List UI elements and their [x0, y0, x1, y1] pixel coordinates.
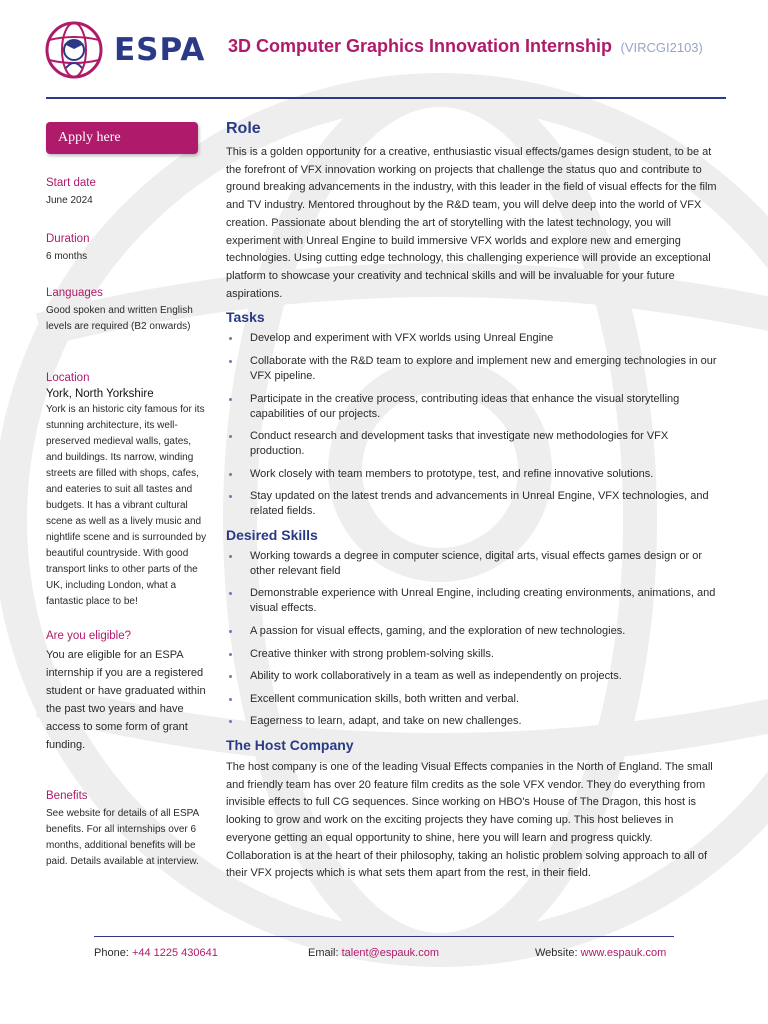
start-date-heading: Start date: [46, 177, 96, 189]
header-divider: [46, 97, 726, 99]
eligibility-heading: Are you eligible?: [46, 630, 132, 642]
website-link[interactable]: www.espauk.com: [580, 947, 667, 959]
start-date-section: [46, 177, 208, 209]
location-place: York, North Yorkshire: [46, 388, 154, 400]
duration-heading: Duration: [46, 233, 90, 245]
start-date-value: June 2024: [46, 195, 93, 206]
footer-divider: [94, 936, 674, 937]
list-item: A passion for visual effects, gaming, and the exploration of new technologies.: [226, 624, 720, 639]
languages-value: Good spoken and written English levels are required (B2 onwards): [46, 305, 193, 332]
list-item: Demonstrable experience with Unreal Engine, including creating environments, animations, and visual effects.: [226, 586, 720, 616]
location-heading: Location: [46, 372, 90, 384]
location-description: York is an historic city famous for its stunning architecture, its well-preserved medieval walls, gates, and buildings. Its narrow, winding streets are filled with shops, cafes, and eateries to suit all tastes and budgets. It has a vibrant cultural scene as well as a lively music and nightlife scene and is surrounded by beautiful countryside. With good transport links to other parts of the UK, including London, what a fantastic place to be!: [46, 404, 207, 607]
host-text: The host company is one of the leading Visual Effects companies in the North of England. The small and friendly team has over 20 feature film credits as the sole VFX vendor. They do everything from invisible effects to full CG sequences. Since working on HBO's House of The Dragon, this host is looking to grow and work on the exciting projects they have coming up. This host believes in everyone getting an equal opportunity to shine, here you will learn and progress quickly. Collaboration is at the heart of their philosophy, taking an holistic problem solving approach to all of their VFX projects which is what sets them apart from the rest, in their field.: [226, 761, 713, 880]
footer-email: [308, 947, 439, 959]
list-item: Ability to work collaboratively in a team as well as independently on projects.: [226, 669, 720, 684]
host-heading: The Host Company: [226, 737, 354, 754]
eligibility-text: You are eligible for an ESPA internship if you are a registered student or have graduated within the past two years and have access to some form of grant funding.: [46, 649, 206, 751]
benefits-section: [46, 790, 208, 870]
tasks-list: [226, 331, 720, 519]
languages-section: [46, 287, 208, 335]
internship-title: 3D Computer Graphics Innovation Internship: [228, 36, 613, 56]
role-heading: Role: [226, 120, 261, 137]
list-item: Collaborate with the R&D team to explore and implement new and emerging technologies in our VFX pipeline.: [226, 354, 720, 384]
eligibility-section: [46, 630, 208, 754]
benefits-heading: Benefits: [46, 790, 88, 802]
languages-heading: Languages: [46, 287, 103, 299]
list-item: Develop and experiment with VFX worlds using Unreal Engine: [226, 331, 720, 346]
website-label: Website:: [535, 947, 578, 959]
espa-logo: [44, 20, 205, 80]
benefits-text: See website for details of all ESPA benefits. For all internships over 6 months, additional benefits will be paid. Details available at interview.: [46, 808, 199, 867]
list-item: Participate in the creative process, contributing ideas that enhance the visual storytelling capabilities of our projects.: [226, 392, 720, 422]
page-title: [228, 36, 703, 57]
list-item: Work closely with team members to prototype, test, and refine innovative solutions.: [226, 467, 720, 482]
footer-website: [535, 947, 666, 959]
email-link[interactable]: talent@espauk.com: [341, 947, 440, 959]
reference-code: (VIRCGI2103): [620, 40, 703, 55]
logo-wordmark: ESPA: [114, 32, 206, 68]
footer-phone: [94, 947, 218, 959]
location-section: [46, 372, 208, 610]
list-item: Stay updated on the latest trends and advancements in Unreal Engine, VFX technologies, and related fields.: [226, 489, 720, 519]
list-item: Working towards a degree in computer science, digital arts, visual effects games design or or other relevant field: [226, 549, 720, 579]
list-item: Conduct research and development tasks that investigate new methodologies for VFX production.: [226, 429, 720, 459]
duration-value: 6 months: [46, 251, 88, 262]
duration-section: [46, 233, 208, 265]
skills-heading: Desired Skills: [226, 526, 318, 543]
list-item: Creative thinker with strong problem-solving skills.: [226, 647, 720, 662]
list-item: Excellent communication skills, both written and verbal.: [226, 692, 720, 707]
globe-logo-icon: [44, 20, 104, 80]
tasks-heading: Tasks: [226, 309, 265, 326]
main-content: [226, 120, 720, 889]
skills-list: [226, 549, 720, 730]
apply-button[interactable]: Apply here: [46, 122, 198, 154]
role-text: This is a golden opportunity for a creative, enthusiastic visual effects/games design student, to be at the forefront of VFX innovation working on projects that challenge the status quo and contribute to ground breaking advancements in the industry, with this leader in the field of visual effects for the film and TV industry. Mentored throughout by the R&D team, you will delve deep into the world of VFX creation. Passionate about blending the art of storytelling with the latest technology, you will experiment with Unreal Engine to build immersive VFX worlds and explore new and emerging technologies. Using cutting edge technology, this challenging experience will provide an exceptional platform to showcase your creativity and technical skills and will be invaluable for your future aspirations.: [226, 146, 717, 300]
phone-label: Phone:: [94, 947, 129, 959]
phone-link[interactable]: +44 1225 430641: [131, 947, 218, 959]
email-label: Email:: [308, 947, 339, 959]
list-item: Eagerness to learn, adapt, and take on new challenges.: [226, 714, 720, 729]
